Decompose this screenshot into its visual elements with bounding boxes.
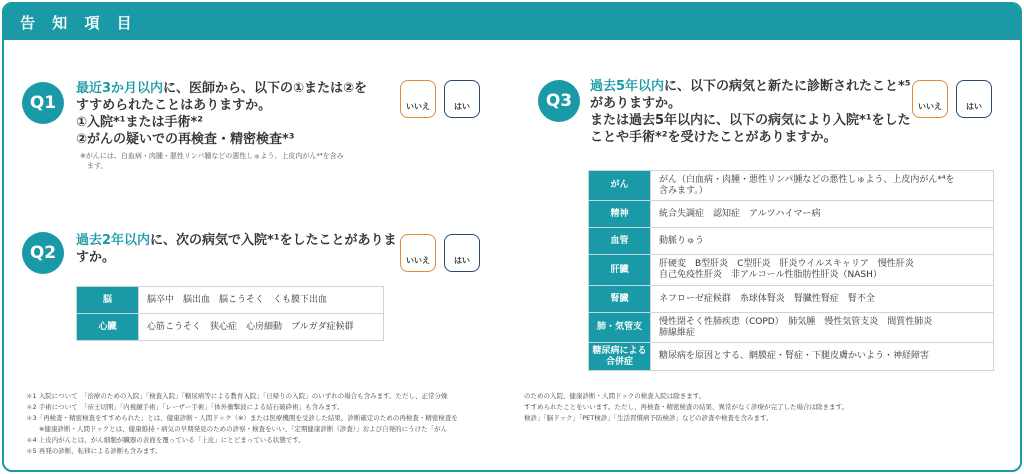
q3-disease-table bbox=[588, 170, 994, 371]
table-diseases: 肝硬変 B型肝炎 C型肝炎 肝炎ウイルスキャリア 慢性肝炎 自己免疫性肝炎 非アルコール性脂肪性肝炎（NASH） bbox=[651, 255, 994, 286]
table-row bbox=[77, 287, 384, 314]
table-category: がん bbox=[589, 171, 651, 201]
q1-line-2: すすめられたことはありますか。 bbox=[76, 98, 272, 113]
q3-question bbox=[590, 78, 911, 146]
q1-line-1: 最近3か月以内に、医師から、以下の①または②を bbox=[76, 81, 368, 96]
q2-no-button[interactable]: いいえ bbox=[400, 234, 436, 272]
q1-yes-button[interactable]: はい bbox=[444, 80, 480, 118]
table-row bbox=[589, 171, 994, 201]
header-title: 告 知 項 目 bbox=[20, 14, 138, 32]
q1-badge: Q1 bbox=[22, 82, 64, 124]
q3-line-1: 過去5年以内に、以下の病気と新たに診断されたこと*⁵ bbox=[590, 79, 911, 94]
notice-panel bbox=[2, 2, 1022, 472]
table-diseases: 慢性閉そく性肺疾患（COPD） 肺気腫 慢性気管支炎 間質性肺炎 肺線維症 bbox=[651, 313, 994, 343]
q3-no-button[interactable]: いいえ bbox=[912, 80, 948, 118]
q2-line-1: 過去2年以内に、次の病気で入院*¹をしたことがありま bbox=[76, 233, 397, 248]
q1-note: ※がんには、白血病・肉腫・悪性リンパ腫などの悪性しゅよう、上皮内がん*⁴を含み ます。 bbox=[80, 152, 344, 170]
q1-no-button[interactable]: いいえ bbox=[400, 80, 436, 118]
table-diseases: ネフローゼ症候群 糸球体腎炎 腎臓性腎症 腎不全 bbox=[651, 286, 994, 313]
q2-question bbox=[76, 232, 397, 266]
table-row bbox=[589, 286, 994, 313]
table-row bbox=[589, 228, 994, 255]
footnotes-right: のための入院、健康診断・人間ドックの検査入院は除きます。 すすめられたことをいいます。ただし、再検査・精密検査の結果、異常がなく診療が完了した場合は除きます。 検診」「脳ドック」「PET検診」「生活習慣病予防検診」などの診査や検査を含みます。 bbox=[524, 392, 849, 422]
table-category: 精神 bbox=[589, 201, 651, 228]
q1-line-4: ②がんの疑いでの再検査・精密検査*³ bbox=[76, 132, 295, 147]
table-category: 糖尿病による合併症 bbox=[589, 343, 651, 371]
q3-line-2: がありますか。 bbox=[590, 96, 682, 111]
q2-yes-button[interactable]: はい bbox=[444, 234, 480, 272]
table-row bbox=[589, 313, 994, 343]
q3-line-3: または過去5年以内に、以下の病気により入院*¹をした bbox=[590, 113, 911, 128]
table-diseases: 統合失調症 認知症 アルツハイマー病 bbox=[651, 201, 994, 228]
table-diseases: がん（白血病・肉腫・悪性リンパ腫などの悪性しゅよう、上皮内がん*⁴を 含みます。） bbox=[651, 171, 994, 201]
q1-line-3: ①入院*¹または手術*² bbox=[76, 115, 203, 130]
q3-yes-button[interactable]: はい bbox=[956, 80, 992, 118]
q3-badge: Q3 bbox=[538, 80, 580, 122]
table-category: 血管 bbox=[589, 228, 651, 255]
table-category: 腎臓 bbox=[589, 286, 651, 313]
q1-question bbox=[76, 80, 367, 148]
q2-badge: Q2 bbox=[22, 232, 64, 274]
q2-line-2: すか。 bbox=[76, 250, 116, 265]
table-diseases: 動脈りゅう bbox=[651, 228, 994, 255]
q2-disease-table bbox=[76, 286, 384, 341]
table-row bbox=[589, 201, 994, 228]
table-category: 心臓 bbox=[77, 314, 139, 341]
header-bar bbox=[4, 4, 1020, 40]
table-diseases: 脳卒中 脳出血 脳こうそく くも膜下出血 bbox=[139, 287, 384, 314]
table-category: 肝臓 bbox=[589, 255, 651, 286]
footnotes-left: ＊1 入院について 「治療のための入院」「検査入院」「糖尿病等による教育入院」「日帰りの入院」のいずれの場合も含みます。ただし、正常分娩 ＊2 手術について 「帝王切開」「内視鏡手術」「レーザー手術」「体外衝撃波による結石破砕術」も含みます。 ＊3「再検査・精密検査をすすめられた」とは、健康診断・人間ドック（※）または医療機関を受診した結果、診断確定のための再検査・精密検査を ※健康診断・人間ドックとは、健康維持・病気の早期発見のための診察・検査をいい、「定期健康診断（診査）」および自発的にうけた「がん ＊4 上皮内がんとは、がん細胞が臓器の表面を覆っている「上皮」にとどまっている状態です。 ＊5 再発の診断、転移による診断も含みます。 bbox=[26, 392, 458, 455]
table-category: 肺・気管支 bbox=[589, 313, 651, 343]
table-diseases: 心筋こうそく 狭心症 心房細動 ブルガダ症候群 bbox=[139, 314, 384, 341]
table-row bbox=[77, 314, 384, 341]
table-category: 脳 bbox=[77, 287, 139, 314]
q3-line-4: ことや手術*²を受けたことがありますか。 bbox=[590, 130, 837, 145]
table-row bbox=[589, 255, 994, 286]
table-diseases: 糖尿病を原因とする、網膜症・腎症・下腿皮膚かいよう・神経障害 bbox=[651, 343, 994, 371]
table-row bbox=[589, 343, 994, 371]
